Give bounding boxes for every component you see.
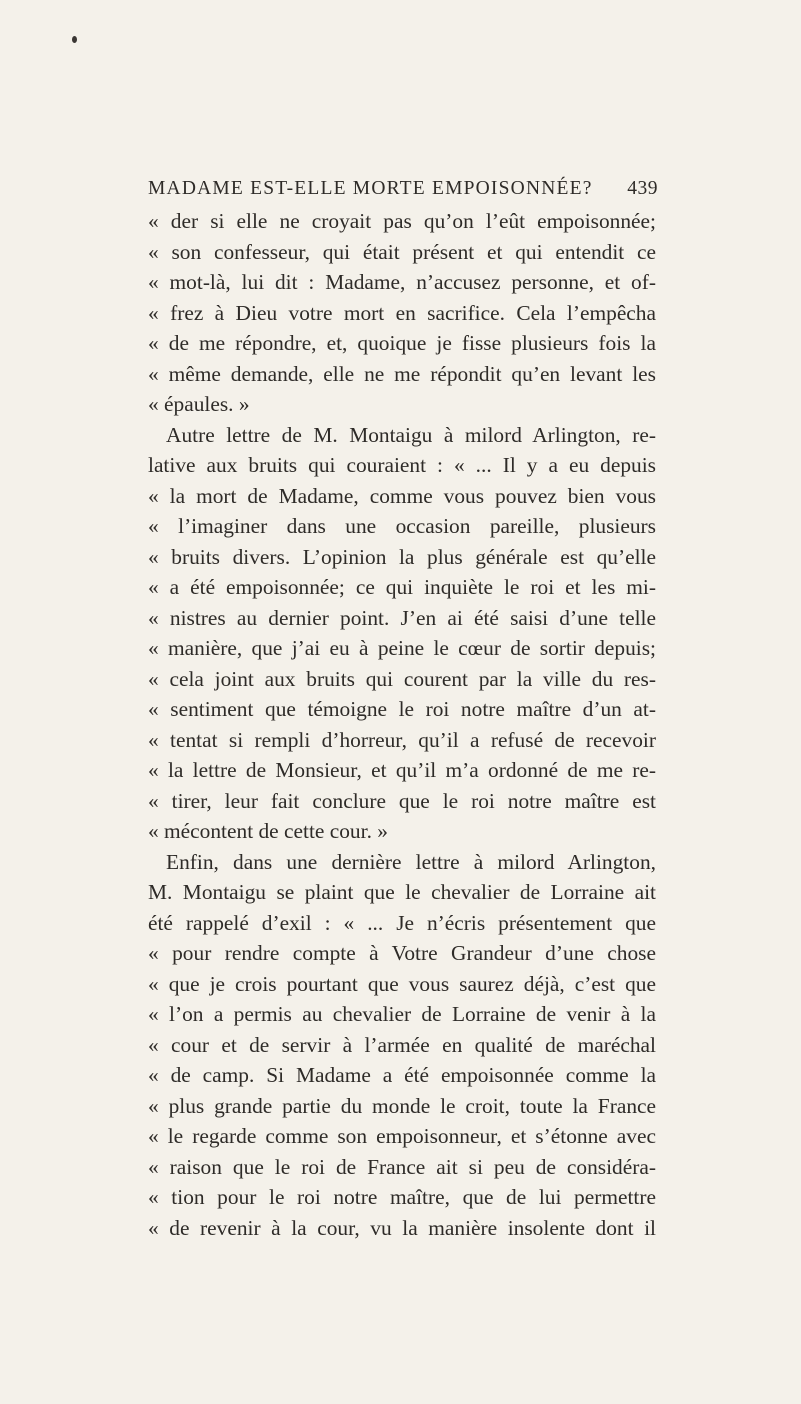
text-line: « l’imaginer dans une occasion pareille, plusieurs	[148, 514, 656, 538]
text-line: « raison que le roi de France ait si peu de considéra-	[148, 1154, 656, 1179]
text-line: « manière, que j’ai eu à peine le cœur de sortir depuis;	[148, 636, 656, 660]
text-line: été rappelé d’exil : « ... Je n’écris présentement que	[148, 910, 656, 935]
text-line: « de me répondre, et, quoique je fisse plusieurs fois la	[148, 331, 656, 355]
text-line: « tentat si rempli d’horreur, qu’il a refusé de recevoir	[148, 727, 656, 752]
text-line: « la lettre de Monsieur, et qu’il m’a ordonné de me re-	[148, 758, 656, 782]
text-line: « cour et de servir à l’armée en qualité de maréchal	[148, 1032, 656, 1057]
running-head	[148, 176, 658, 202]
text-line: « frez à Dieu votre mort en sacrifice. Cela l’empêcha	[148, 300, 656, 325]
text-line: lative aux bruits qui couraient : « ... Il y a eu depuis	[148, 453, 656, 477]
text-line: « cela joint aux bruits qui courent par la ville du res-	[148, 666, 656, 691]
text-line: « sentiment que témoigne le roi notre maître d’un at-	[148, 697, 656, 721]
text-line: M. Montaigu se plaint que le chevalier de Lorraine ait	[148, 880, 656, 904]
text-line: « mot-là, lui dit : Madame, n’accusez personne, et of-	[148, 270, 656, 294]
text-line: « tirer, leur fait conclure que le roi notre maître est	[148, 788, 656, 813]
text-line: « que je crois pourtant que vous saurez déjà, c’est que	[148, 971, 656, 996]
text-line: « nistres au dernier point. J’en ai été saisi d’une telle	[148, 605, 656, 630]
text-line: « l’on a permis au chevalier de Lorraine de venir à la	[148, 1002, 656, 1026]
text-line: « mécontent de cette cour. »	[148, 819, 388, 843]
text-line: « son confesseur, qui était présent et qui entendit ce	[148, 239, 656, 264]
body-text	[148, 206, 656, 1243]
text-line: « plus grande partie du monde le croit, toute la France	[148, 1093, 656, 1118]
text-line: « pour rendre compte à Votre Grandeur d’une chose	[148, 941, 656, 965]
text-line: « le regarde comme son empoisonneur, et s’étonne avec	[148, 1124, 656, 1148]
text-line: « a été empoisonnée; ce qui inquiète le roi et les mi-	[148, 575, 656, 599]
text-line: « même demande, elle ne me répondit qu’en levant les	[148, 361, 656, 386]
text-line: « de camp. Si Madame a été empoisonnée comme la	[148, 1063, 656, 1087]
text-line: Autre lettre de M. Montaigu à milord Arlington, re-	[166, 422, 656, 447]
text-line: « la mort de Madame, comme vous pouvez bien vous	[148, 483, 656, 508]
text-line: « bruits divers. L’opinion la plus générale est qu’elle	[148, 544, 656, 569]
ink-speck	[72, 36, 77, 43]
text-line: Enfin, dans une dernière lettre à milord Arlington,	[166, 849, 656, 874]
text-line: « de revenir à la cour, vu la manière insolente dont il	[148, 1215, 656, 1240]
text-line: « der si elle ne croyait pas qu’on l’eût empoisonnée;	[148, 209, 656, 233]
running-head-title: MADAME EST-ELLE MORTE EMPOISONNÉE?	[148, 178, 593, 199]
page-number: 439	[627, 178, 658, 199]
text-line: « épaules. »	[148, 392, 250, 416]
text-line: « tion pour le roi notre maître, que de lui permettre	[148, 1185, 656, 1209]
